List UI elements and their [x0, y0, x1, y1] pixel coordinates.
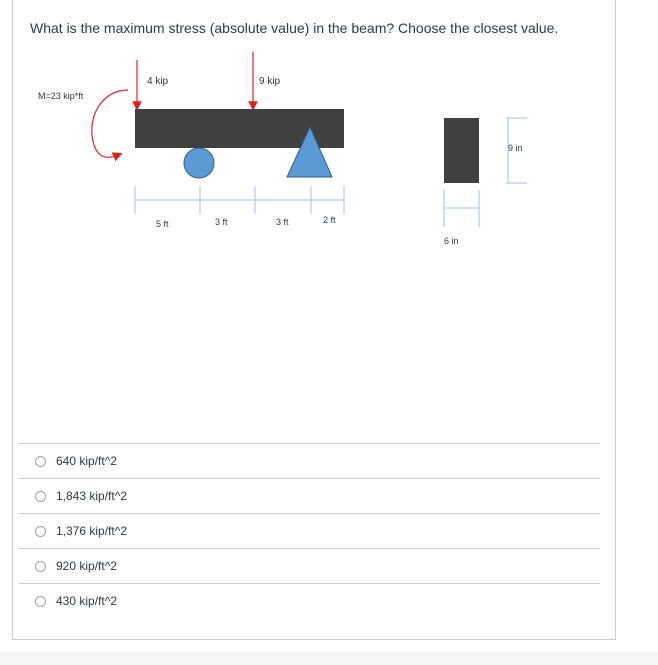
answer-option[interactable]: [19, 548, 600, 583]
dim-label-1: 5 ft: [156, 219, 169, 229]
answer-label[interactable]: 430 kip/ft^2: [56, 594, 118, 608]
answer-option[interactable]: [19, 583, 600, 618]
radio-button[interactable]: [35, 491, 46, 502]
answer-option[interactable]: [19, 478, 600, 513]
roller-support: [184, 148, 214, 178]
dimension-line: [135, 186, 344, 214]
dim-label-3: 3 ft: [276, 217, 289, 227]
radio-button[interactable]: [35, 561, 46, 572]
dim-label-2: 3 ft: [215, 217, 228, 227]
moment-label: M=23 kip*ft: [38, 91, 84, 101]
answer-label[interactable]: 1,843 kip/ft^2: [56, 489, 128, 503]
answer-label[interactable]: 1,376 kip/ft^2: [56, 524, 128, 538]
question-text: What is the maximum stress (absolute value) in the beam? Choose the closest value.: [30, 20, 559, 36]
moment-arrow: [92, 90, 128, 157]
radio-button[interactable]: [35, 596, 46, 607]
answer-label[interactable]: 640 kip/ft^2: [56, 454, 118, 468]
answer-label[interactable]: 920 kip/ft^2: [56, 559, 118, 573]
section-width-label: 6 in: [444, 236, 459, 246]
dim-label-4: 2 ft: [323, 215, 336, 225]
load-label-9kip: 9 kip: [259, 76, 281, 87]
radio-button[interactable]: [35, 456, 46, 467]
page-footer-strip: [0, 652, 658, 665]
load-label-4kip: 4 kip: [147, 76, 169, 87]
radio-button[interactable]: [35, 526, 46, 537]
section-height-label: 9 in: [508, 143, 523, 153]
answer-option[interactable]: [19, 513, 600, 548]
answer-list: [19, 443, 600, 618]
section-width-dim: [444, 190, 479, 227]
answer-option[interactable]: [19, 443, 600, 478]
cross-section: [444, 118, 479, 183]
